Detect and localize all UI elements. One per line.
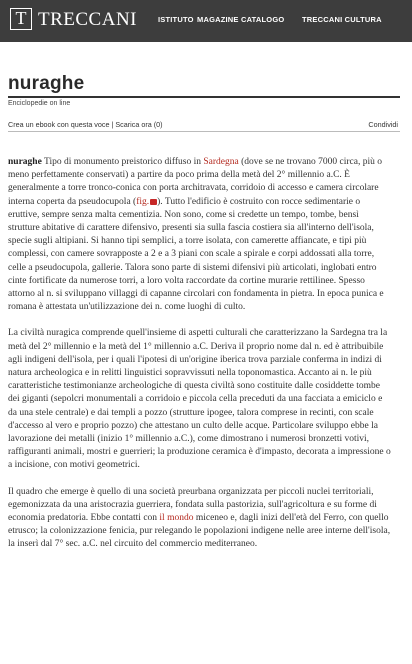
toolbar-divider bbox=[8, 131, 400, 132]
il-mondo-link[interactable]: il mondo bbox=[159, 513, 194, 524]
paragraph-text: (dove se ne trovano 7000 circa, più o meno perfettamente conservati) a partire da poco prima della metà del 2° millennio a.C. È generalmente a torre tronco-conica con porta architravata, corridoio di accesso e camera circolare interna coperta da pseudocupola ( bbox=[8, 157, 382, 207]
ebook-toolbar bbox=[8, 120, 163, 129]
page-title: nuraghe bbox=[8, 73, 85, 94]
treccani-logo-text[interactable]: TRECCANI bbox=[38, 9, 137, 30]
figure-link[interactable] bbox=[136, 197, 157, 207]
nav-treccani-cultura[interactable]: TRECCANI CULTURA bbox=[302, 15, 382, 24]
paragraph-text: Il quadro che emerge è quello di una società preurbana organizzata per piccoli nuclei territoriali, egemonizzata da una aristocrazia guerriera, fondata sulla pastorizia, sull'agricoltura e su forme di economia predatoria. Ebbe contatti con bbox=[8, 486, 377, 524]
create-ebook-link[interactable]: Crea un ebook con questa voce bbox=[8, 120, 110, 129]
nav-catalogo[interactable]: CATALOGO bbox=[241, 15, 285, 24]
toolbar-separator: | bbox=[109, 120, 116, 129]
treccani-logo-icon[interactable]: T bbox=[10, 8, 32, 30]
nav-istituto[interactable]: ISTITUTO bbox=[158, 15, 194, 24]
article-paragraph-1 bbox=[8, 156, 391, 314]
article-paragraph-3 bbox=[8, 486, 391, 552]
paragraph-text: miceneo e, dagli inizi dell'età del Ferro, con quello etrusco; la colonizzazione fenicia, pur relegando le popolazioni indigene nelle aree interne dell'isola, la inserì dal 7° sec. a.C. nel circuito del commercio mediterraneo. bbox=[8, 513, 391, 550]
download-link[interactable]: Scarica ora (0) bbox=[115, 120, 163, 129]
paragraph-text: ). Tutto l'edificio è costruito con rocce sedimentarie o eruttive, sempre senza malta cementizia. Non sono, come si credette un tempo, tombe, bensì strutture abitative di carattere difensivo, presenti sia sulla fascia costiera sia all'interno dell'isola, specie sugli altipiani. Si hanno tipi semplici, a torre isolata, con camerette affiancate, e tipi più complessi, con camere sovrapposte a 2 e a 3 piani con scale a spirale e corpi addossati alla torre, celle a pseudocupola, gallerie. Talora sono parte di sistemi difensivi più articolati, inglobati entro cinte fortificate da numerose torri, a loro volta raccordate da cortine murarie rettilinee. Spesso attorno al n. si sviluppano villaggi di capanne circolari con fondamenta in pietra. In epoca punica e romana è attestata un'utilizzazione dei n. come luoghi di culto. bbox=[8, 196, 384, 313]
figure-link-label: fig. bbox=[136, 196, 150, 207]
article-paragraph-2: La civiltà nuragica comprende quell'insieme di aspetti culturali che caratterizzano la Sardegna tra la metà del 2° millennio e la metà del 1° millennio a.C. Deriva il proprio nome dal n. ed è attribuibile agli indigeni dell'isola, per i quali l'ipotesi di un'origine iberica trova parziale conferma in indizi di natura archeologica e in relitti linguistici sopravvissuti nella toponomastica. Accanto ai n. le più caratteristiche testimonianze archeologiche di questa civiltà sono costituite dalle cosiddette tombe dei giganti (sepolcri monumentali a corridoio e piccola cella preceduti da una facciata a emiciclo e da una stele centrale) e dai templi a pozzo (strutture ipogee, talora comprese in recinti, con scale d'accesso al vero e proprio pozzo) che attestano un culto delle acque. Particolare sviluppo ebbe la lavorazione dei metalli (inizio 1° millennio a.C.), come dimostrano i numerosi bronzetti votivi, raffiguranti animali, mostri e guerrieri; la produzione ceramica è d'impasto, decorata a impressione o a incisione, con motivi geometrici. bbox=[8, 328, 391, 471]
page-subtitle: Enciclopedie on line bbox=[8, 100, 71, 107]
share-button[interactable]: Condividi bbox=[368, 120, 398, 129]
paragraph-text: Tipo di monumento preistorico diffuso in bbox=[41, 157, 204, 167]
sardegna-link[interactable]: Sardegna bbox=[203, 157, 239, 167]
nav-magazine[interactable]: MAGAZINE bbox=[197, 15, 239, 24]
top-navigation-bar bbox=[0, 0, 412, 42]
article-body bbox=[8, 156, 391, 565]
entry-headword: nuraghe bbox=[8, 157, 42, 167]
title-divider bbox=[8, 96, 400, 98]
